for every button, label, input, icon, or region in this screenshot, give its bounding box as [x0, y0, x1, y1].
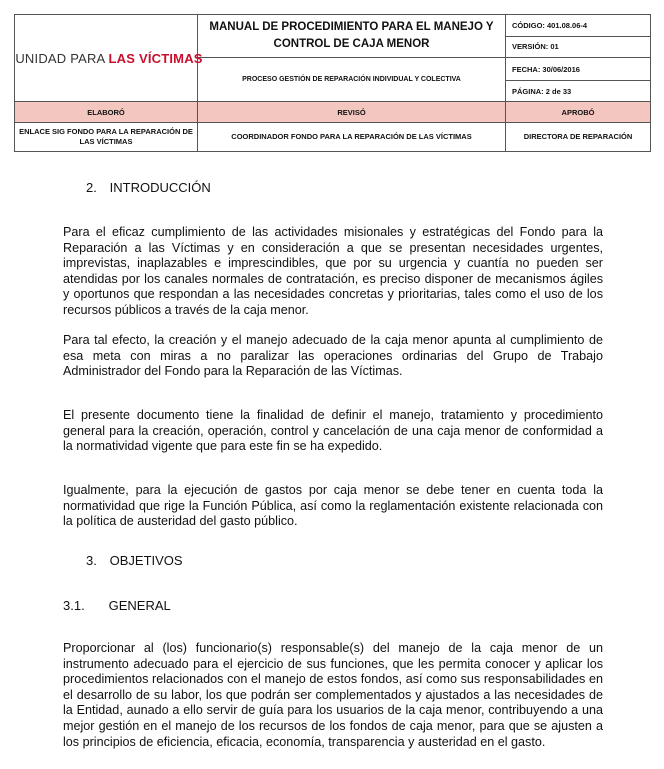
process-name: PROCESO GESTIÓN DE REPARACIÓN INDIVIDUAL Y COLECTIVA — [198, 58, 506, 102]
elaboro-value: ENLACE SIG FONDO PARA LA REPARACIÓN DE LAS VÍCTIMAS — [15, 123, 198, 152]
aprobo-heading: APROBÓ — [506, 102, 651, 123]
document-title: MANUAL DE PROCEDIMIENTO PARA EL MANEJO Y CONTROL DE CAJA MENOR — [209, 21, 494, 50]
document-code: CÓDIGO: 401.08.06-4 — [506, 15, 651, 37]
document-title-cell — [198, 15, 506, 58]
aprobo-value: DIRECTORA DE REPARACIÓN — [506, 123, 651, 152]
section-heading-objetivos: 3. OBJETIVOS — [86, 553, 183, 568]
subsection-heading-general: 3.1. GENERAL — [63, 598, 171, 613]
logo-wordmark: UNIDAD PARA LAS VÍCTIMAS — [15, 50, 203, 66]
section-heading-introduccion: 2. INTRODUCCIÓN — [86, 180, 211, 195]
elaboro-heading: ELABORÓ — [15, 102, 198, 123]
intro-paragraph-1: Para el eficaz cumplimiento de las actividades misionales y estratégicas del Fondo para la Reparación a las Víctimas y en consideración a que se presentan necesidades urgentes, imprevistas, inaplazables e imprescindibles, que por su urgencia y cuantía no pueden ser atendidas por los canales normales de contratación, es preciso disponer de mecanismos ágiles y oportunos que respondan a las necesidades concretas y prioritarias, tales como el uso de los recursos públicos a través de la caja menor. — [63, 225, 603, 317]
intro-paragraph-2: Para tal efecto, la creación y el manejo adecuado de la caja menor apunta al cumplimiento de esa meta con miras a no paralizar las operaciones ordinarias del Grupo de Trabajo Administrador del Fondo para la Reparación de las Víctimas. — [63, 333, 603, 379]
document-header-table — [14, 14, 651, 152]
unidad-victimas-logo — [15, 45, 203, 71]
reviso-heading: REVISÓ — [198, 102, 506, 123]
general-objective-paragraph: Proporcionar al (los) funcionario(s) responsable(s) del manejo de la caja menor de un instrumento adecuado para el ejercicio de sus funciones, que les permita conocer y aplicar los procedimientos relacionados con el manejo de estos fondos, así como sus responsabilidades en el desarrollo de su labor, los que podrán ser complementados y ajustados a las necesidades de la Entidad, aunado a ello servir de guía para los usuarios de la caja menor, contribuyendo a una mejor gestión en el manejo de los recursos de los fondos de caja menor, para que se ajusten a los principios de eficiencia, eficacia, economía, transparencia y austeridad en el gasto. — [63, 641, 603, 749]
page-number: PÁGINA: 2 de 33 — [506, 81, 651, 102]
document-date: FECHA: 30/06/2016 — [506, 58, 651, 81]
intro-paragraph-4: Igualmente, para la ejecución de gastos por caja menor se debe tener en cuenta toda la normatividad que rige la Función Pública, así como la reglamentación existente relacionada con la política de austeridad del gasto público. — [63, 483, 603, 529]
document-version: VERSIÓN: 01 — [506, 36, 651, 58]
reviso-value: COORDINADOR FONDO PARA LA REPARACIÓN DE LAS VÍCTIMAS — [198, 123, 506, 152]
intro-paragraph-3: El presente documento tiene la finalidad de definir el manejo, tratamiento y procedimiento general para la creación, operación, control y cancelación de una caja menor de conformidad a la normatividad vigente que para este fin se ha expedido. — [63, 408, 603, 454]
logo-cell — [15, 15, 203, 102]
